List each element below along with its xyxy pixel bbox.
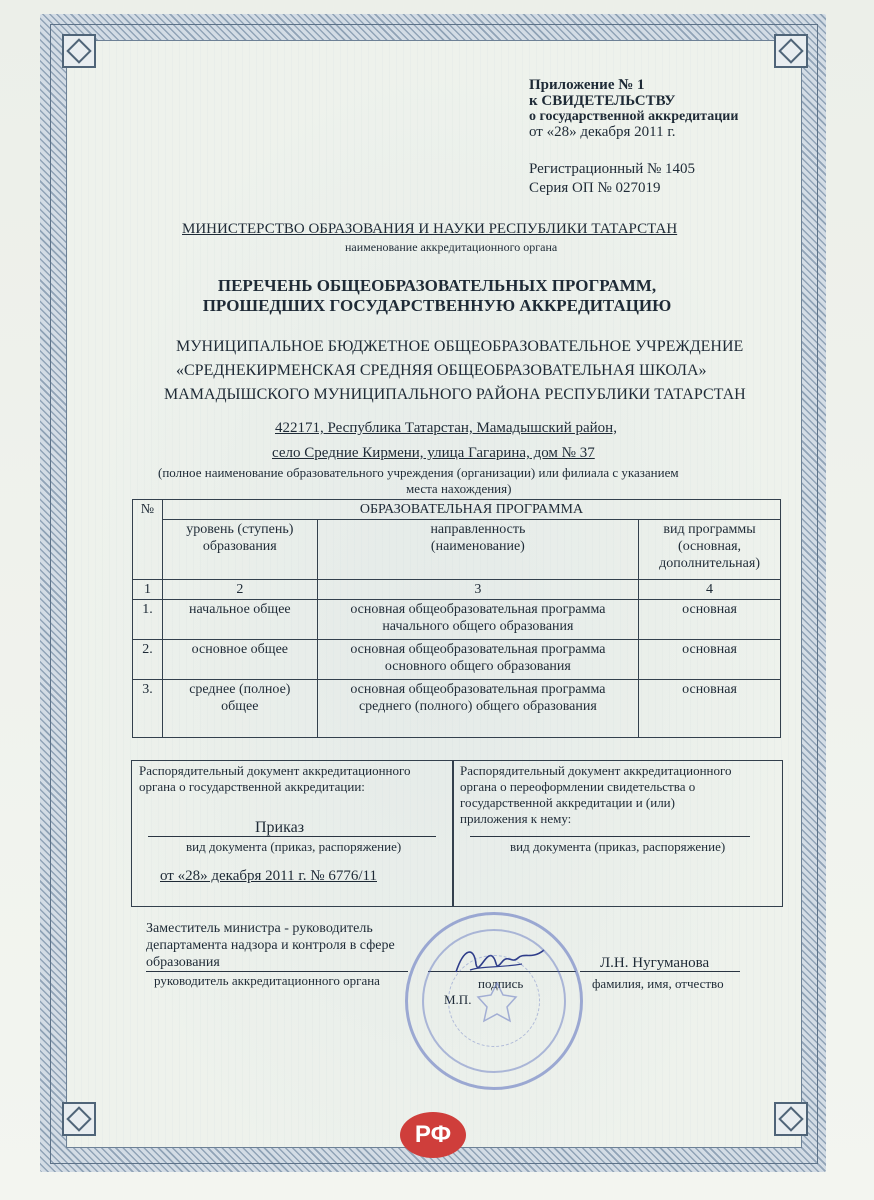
index-cell: 3 — [317, 580, 638, 600]
institution-address1: 422171, Республика Татарстан, Мамадышский район, — [275, 420, 617, 436]
row-direction: основная общеобразовательная программа среднего (полного) общего образования — [317, 680, 638, 738]
programs-table — [132, 499, 781, 738]
document-title-line1: ПЕРЕЧЕНЬ ОБЩЕОБРАЗОВАТЕЛЬНЫХ ПРОГРАММ, — [217, 276, 657, 295]
authority-name: МИНИСТЕРСТВО ОБРАЗОВАНИЯ И НАУКИ РЕСПУБЛИКИ ТАТАРСТАН — [182, 221, 678, 237]
doc-left-text1: Распорядительный документ аккредитационного — [139, 763, 411, 778]
table-index-row — [133, 580, 781, 600]
row-num: 1. — [133, 600, 163, 640]
appendix-number: Приложение № 1 — [529, 77, 645, 93]
official-seal-icon — [405, 912, 583, 1090]
doc-right-text1: Распорядительный документ аккредитационного — [460, 763, 732, 778]
index-cell: 1 — [133, 580, 163, 600]
registration-number: Регистрационный № 1405 — [529, 161, 696, 177]
signer-position3: образования — [146, 955, 220, 970]
institution-caption2: места нахождения) — [406, 481, 512, 496]
row-num: 2. — [133, 640, 163, 680]
appendix-date: от «28» декабря 2011 г. — [529, 124, 676, 140]
caption-position: руководитель аккредитационного органа — [154, 973, 380, 988]
doc-right-caption: вид документа (приказ, распоряжение) — [510, 839, 726, 854]
header-type: вид программы (основная, дополнительная) — [639, 520, 781, 580]
row-type: основная — [639, 680, 781, 738]
doc-right-text4: приложения к нему: — [460, 811, 572, 826]
row-level: среднее (полное) общее — [162, 680, 317, 738]
row-level: основное общее — [162, 640, 317, 680]
series-number: Серия ОП № 027019 — [529, 180, 661, 196]
table-row — [133, 640, 781, 680]
authority-caption: наименование аккредитационного органа — [345, 240, 558, 254]
signer-position1: Заместитель министра - руководитель — [146, 921, 373, 936]
rf-logo: РФ — [400, 1112, 466, 1158]
institution-line1: МУНИЦИПАЛЬНОЕ БЮДЖЕТНОЕ ОБЩЕОБРАЗОВАТЕЛЬНОЕ УЧРЕЖДЕНИЕ — [176, 338, 744, 355]
appendix-accreditation: о государственной аккредитации — [529, 109, 739, 124]
signer-name-underline — [580, 971, 740, 972]
corner-ornament-icon — [62, 1102, 96, 1136]
doc-right-text2: органа о переоформлении свидетельства о — [460, 779, 696, 794]
corner-ornament-icon — [774, 1102, 808, 1136]
corner-ornament-icon — [774, 34, 808, 68]
row-level: начальное общее — [162, 600, 317, 640]
header-num: № — [133, 500, 163, 580]
doc-left-date: от «28» декабря 2011 г. № 6776/11 — [160, 868, 377, 884]
doc-left-value: Приказ — [255, 819, 305, 836]
table-subheader-row — [133, 520, 781, 580]
row-direction: основная общеобразовательная программа начального общего образования — [317, 600, 638, 640]
signer-position2: департамента надзора и контроля в сфере — [146, 938, 395, 953]
institution-caption1: (полное наименование образовательного учреждения (организации) или филиала с указанием — [158, 465, 679, 480]
doc-left-underline — [148, 836, 436, 837]
index-cell: 2 — [162, 580, 317, 600]
corner-ornament-icon — [62, 34, 96, 68]
row-direction: основная общеобразовательная программа основного общего образования — [317, 640, 638, 680]
header-level: уровень (ступень) образования — [162, 520, 317, 580]
institution-line3: МАМАДЫШСКОГО МУНИЦИПАЛЬНОГО РАЙОНА РЕСПУБЛИКИ ТАТАРСТАН — [164, 386, 746, 403]
table-row — [133, 600, 781, 640]
document-title-line2: ПРОШЕДШИХ ГОСУДАРСТВЕННУЮ АККРЕДИТАЦИЮ — [202, 296, 672, 315]
header-program-group: ОБРАЗОВАТЕЛЬНАЯ ПРОГРАММА — [162, 500, 780, 520]
table-row — [133, 680, 781, 738]
signer-name: Л.Н. Нугуманова — [600, 955, 710, 971]
signer-position-underline — [146, 971, 408, 972]
row-type: основная — [639, 600, 781, 640]
doc-left-text2: органа о государственной аккредитации: — [139, 779, 365, 794]
institution-line2: «СРЕДНЕКИРМЕНСКАЯ СРЕДНЯЯ ОБЩЕОБРАЗОВАТЕЛЬНАЯ ШКОЛА» — [176, 362, 707, 379]
doc-right-text3: государственной аккредитации и (или) — [460, 795, 675, 810]
index-cell: 4 — [639, 580, 781, 600]
appendix-to: к СВИДЕТЕЛЬСТВУ — [529, 93, 676, 109]
table-header-row — [133, 500, 781, 520]
doc-left-caption: вид документа (приказ, распоряжение) — [186, 839, 402, 854]
institution-address2: село Средние Кирмени, улица Гагарина, дом № 37 — [272, 445, 595, 461]
doc-right-underline — [470, 836, 750, 837]
caption-name: фамилия, имя, отчество — [592, 976, 724, 991]
header-direction: направленность (наименование) — [317, 520, 638, 580]
caption-signature: подпись — [478, 976, 524, 991]
row-type: основная — [639, 640, 781, 680]
row-num: 3. — [133, 680, 163, 738]
seal-place: М.П. — [444, 992, 472, 1007]
